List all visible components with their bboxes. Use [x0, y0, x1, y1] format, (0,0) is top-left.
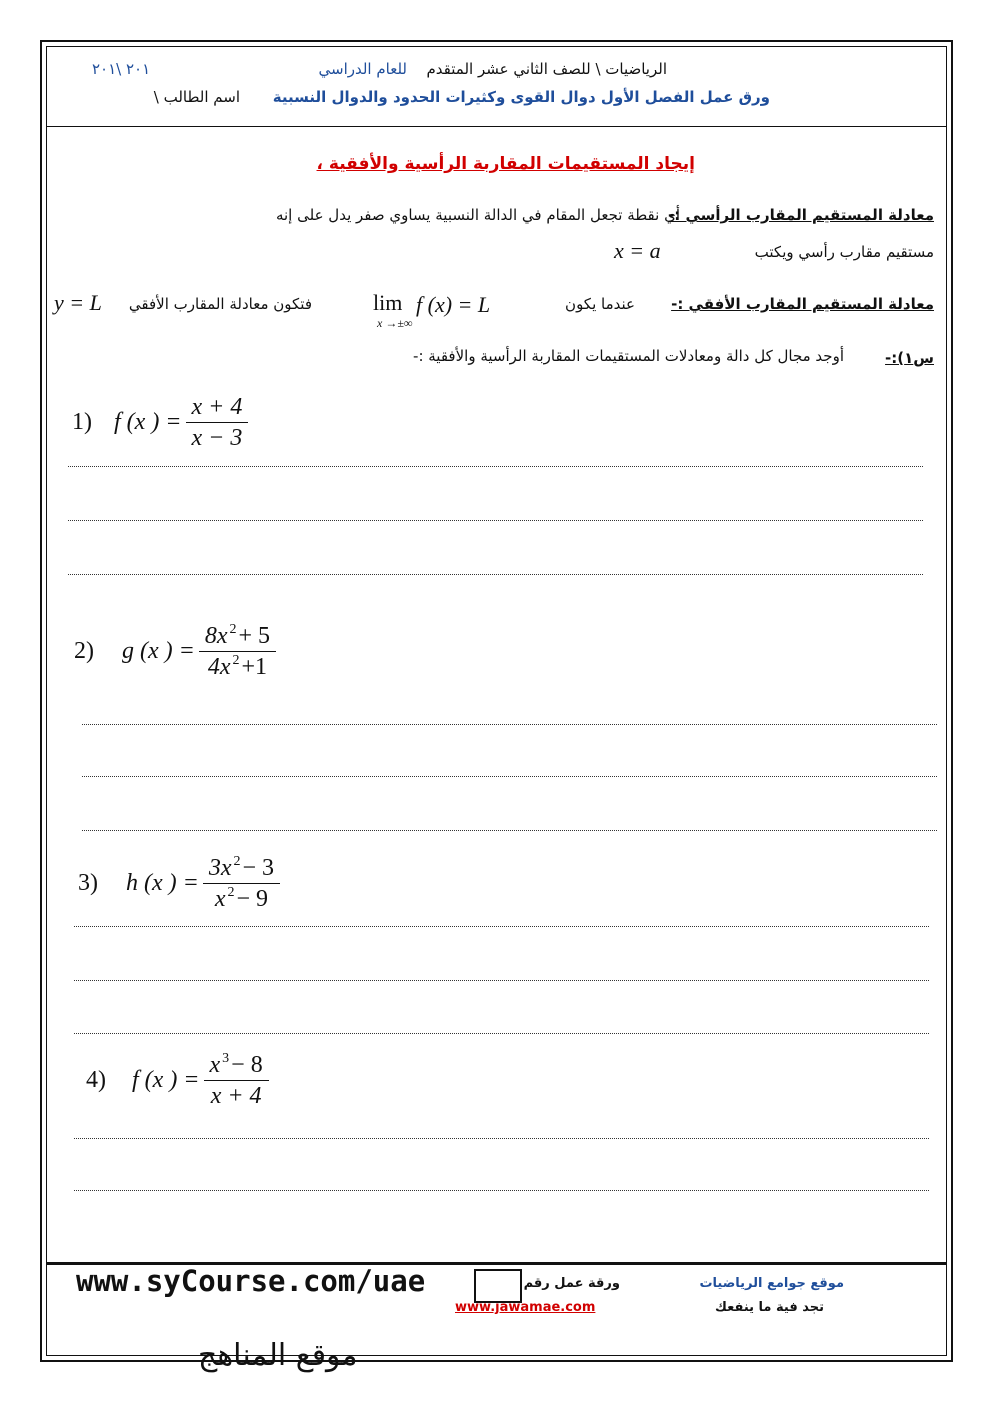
problem-3-denominator	[209, 884, 274, 914]
limit-subscript: x →±∞	[377, 316, 413, 330]
problem-3-num-constant: − 3	[242, 855, 275, 881]
header-year-label: للعام الدراسي	[318, 60, 407, 78]
answer-line[interactable]	[82, 830, 937, 831]
problem-1-variable: (x ) =	[126, 409, 182, 435]
problem-2-den-constant: +1	[241, 654, 268, 680]
problem-4-variable: (x ) =	[144, 1067, 200, 1093]
header-student-name: اسم الطالب \	[153, 88, 240, 106]
answer-line[interactable]	[82, 724, 937, 725]
problem-2-den-term: 4x	[207, 654, 231, 680]
limit-lim: lim	[373, 290, 403, 315]
problem-4-num-term: x	[209, 1052, 221, 1078]
problem-4-function: f	[132, 1067, 139, 1093]
problem-3-fraction	[203, 853, 280, 914]
footer-worksheet-url[interactable]: www.jawamae.com	[455, 1300, 596, 1315]
answer-line[interactable]	[74, 1033, 929, 1034]
horizontal-then-text: فتكون معادلة المقارب الأفقي	[128, 295, 312, 313]
problem-4-num-constant: − 8	[231, 1052, 263, 1078]
answer-line[interactable]	[74, 926, 929, 927]
vertical-asymptote-text: أي نقطة تجعل المقام في الدالة النسبية يساوي صفر يدل على إنه	[275, 206, 680, 224]
problem-3-den-exponent: 2	[227, 885, 235, 900]
problem-3-variable: (x ) =	[144, 870, 199, 896]
header-worksheet-title: ورق عمل الفصل الأول دوال القوى وكثيرات الحدود والدوال النسبية	[272, 88, 770, 106]
problem-2-function: g	[122, 638, 134, 664]
header-year: ٢٠١ \٢٠١	[92, 60, 151, 78]
problem-1-number: 1)	[72, 409, 92, 435]
answer-line[interactable]	[74, 1138, 929, 1139]
problem-3	[78, 853, 284, 914]
vertical-asymptote-label: معادلة المستقيم المقارب الرأسي :-	[668, 206, 934, 224]
problem-2-numerator	[199, 621, 276, 652]
problem-3-den-constant: − 9	[236, 886, 269, 912]
problem-3-num-exponent: 2	[233, 854, 241, 869]
problem-1	[72, 392, 252, 453]
problem-2-num-exponent: 2	[229, 622, 237, 637]
horizontal-asymptote-label: معادلة المستقيم المقارب الأفقي :-	[671, 295, 934, 313]
problem-4-number: 4)	[86, 1067, 106, 1093]
problem-1-numerator: x + 4	[186, 392, 249, 423]
question-text: أوجد مجال كل دالة ومعادلات المستقيمات المقاربة الرأسية والأفقية :-	[413, 347, 844, 365]
problem-4	[86, 1050, 273, 1111]
problem-3-numerator	[203, 853, 280, 884]
footer-watermark-url[interactable]	[76, 1264, 425, 1298]
problem-2-denominator	[202, 652, 273, 682]
worksheet-number-box	[474, 1269, 522, 1303]
question-label: س١):-	[885, 349, 934, 367]
problem-4-num-exponent: 3	[222, 1051, 230, 1066]
horizontal-asymptote-equation: y = L	[54, 290, 102, 315]
problem-2-variable: (x ) =	[140, 638, 195, 664]
horizontal-when-text: عندما يكون	[565, 295, 635, 313]
problem-2-number: 2)	[74, 638, 94, 664]
problem-2-fraction	[199, 621, 276, 682]
problem-3-function: h	[126, 870, 138, 896]
footer-watermark-text: www.syCourse.com/uae	[76, 1264, 426, 1298]
answer-line[interactable]	[82, 776, 937, 777]
answer-line[interactable]	[68, 466, 923, 467]
answer-line[interactable]	[68, 520, 923, 521]
vertical-asymptote-text-2: مستقيم مقارب رأسي ويكتب	[754, 243, 934, 261]
problem-4-numerator	[204, 1050, 269, 1081]
answer-line[interactable]	[74, 980, 929, 981]
problem-2-den-exponent: 2	[232, 653, 240, 668]
problem-2-num-constant: + 5	[238, 623, 271, 649]
problem-1-function: f	[114, 409, 121, 435]
problem-4-denominator: x + 4	[210, 1083, 262, 1109]
problem-1-fraction	[186, 392, 249, 453]
footer-worksheet-label: ورقة عمل رقم	[523, 1276, 620, 1291]
footer-stamp: موقع المناهج	[198, 1338, 358, 1373]
problem-3-num-term: 3x	[208, 855, 232, 881]
vertical-asymptote-equation: x = a	[614, 238, 661, 263]
problem-4-fraction	[204, 1050, 269, 1111]
problem-2	[74, 621, 280, 682]
problem-1-denominator: x − 3	[191, 425, 243, 451]
problem-2-num-term: 8x	[204, 623, 228, 649]
footer-site-name: موقع جوامع الرياضيات	[699, 1276, 844, 1291]
header-subject: الرياضيات \ للصف الثاني عشر المتقدم	[426, 60, 667, 78]
limit-expression: f (x) = L	[416, 292, 491, 317]
header-divider	[46, 126, 947, 127]
answer-line[interactable]	[74, 1190, 929, 1191]
problem-3-number: 3)	[78, 870, 98, 896]
footer-slogan: تجد فية ما ينفعك	[715, 1300, 824, 1315]
problem-3-den-term: x	[214, 886, 226, 912]
answer-line[interactable]	[68, 574, 923, 575]
lesson-title: إيجاد المستقيمات المقاربة الرأسية والأفقية ،	[316, 154, 695, 174]
